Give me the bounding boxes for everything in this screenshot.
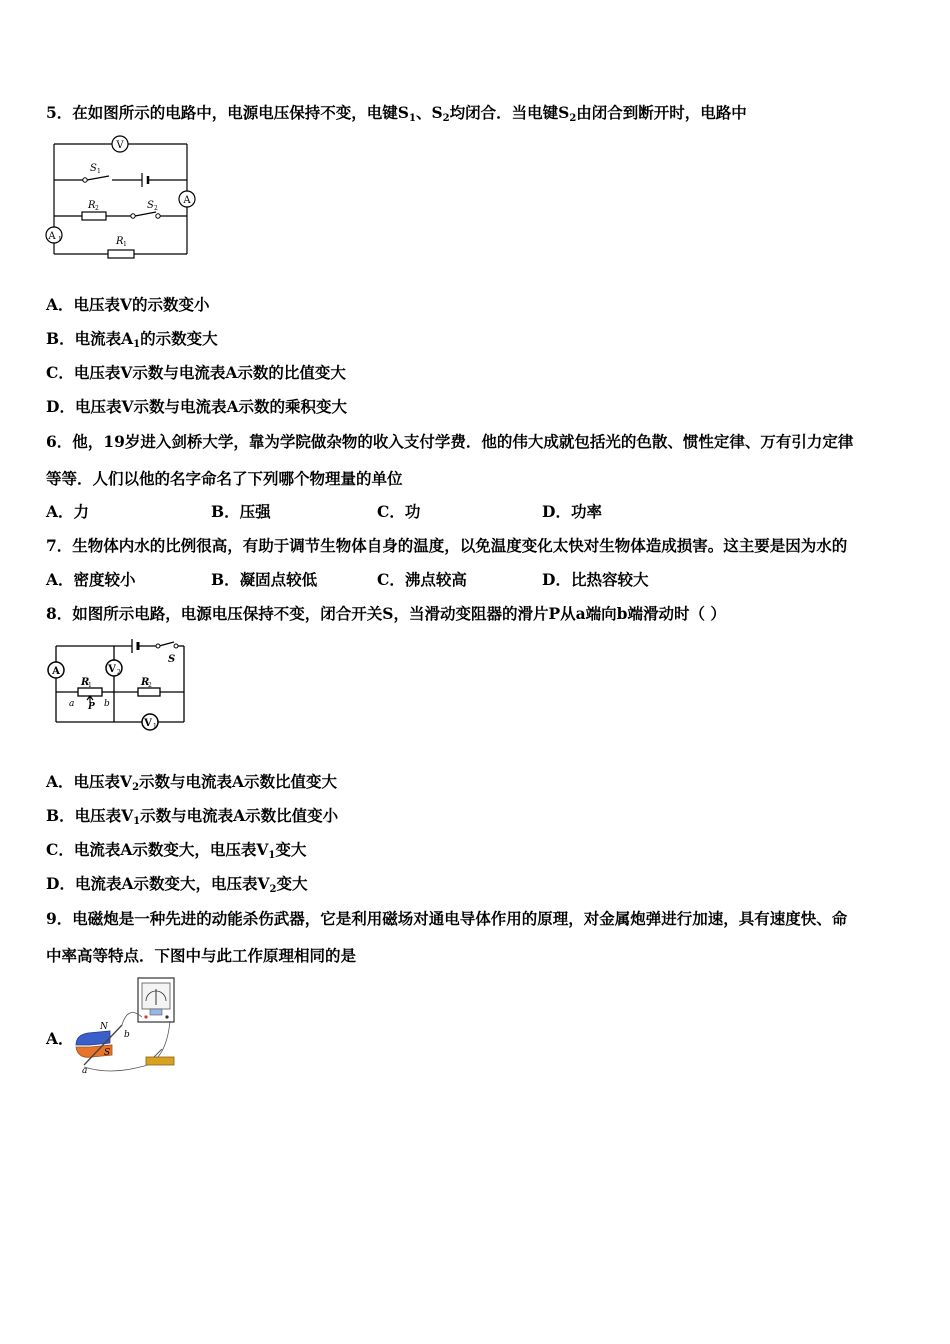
q8-option-c[interactable]: C．电流表A示数变大，电压表$V_1$变大 bbox=[46, 840, 307, 861]
q8-option-d[interactable]: D．电流表A示数变大，电压表$V_2$变大 bbox=[46, 874, 308, 895]
q8-option-a[interactable]: A．电压表$V_2$示数与电流表A示数比值变大 bbox=[46, 772, 338, 793]
q5-option-a[interactable]: A．电压表V的示数变小 bbox=[46, 295, 210, 314]
q6-option-a[interactable]: A．力 bbox=[46, 502, 90, 521]
q9-stem-line2: 中率高等特点．下图中与此工作原理相同的是 bbox=[46, 946, 357, 965]
q7-option-b[interactable]: B．凝固点较低 bbox=[211, 570, 318, 589]
q8-circuit-diagram bbox=[44, 636, 190, 736]
q5-option-c[interactable]: C．电压表V示数与电流表A示数的比值变大 bbox=[46, 363, 346, 382]
svg-text:2: 2 bbox=[95, 205, 99, 212]
q6-stem-line2: 等等．人们以他的名字命名了下列哪个物理量的单位 bbox=[46, 469, 403, 488]
svg-text:V: V bbox=[108, 664, 116, 675]
q5-stem: 5．在如图所示的电路中，电源电压保持不变，电键$S_1$、$S_2$均闭合．当电键$S_2$由闭合到断开时，电路中 bbox=[46, 103, 747, 124]
q9-option-a-figure[interactable] bbox=[70, 975, 190, 1075]
svg-text:S: S bbox=[104, 1048, 111, 1058]
svg-text:b: b bbox=[104, 699, 110, 709]
svg-text:N: N bbox=[100, 1022, 108, 1032]
svg-text:V: V bbox=[144, 718, 152, 729]
q7-stem: 7．生物体内水的比例很高，有助于调节生物体自身的温度，以免温度变化太快对生物体造成损害。这主要是因为水的 bbox=[46, 536, 848, 555]
svg-text:a: a bbox=[82, 1066, 88, 1075]
q5-circuit-diagram bbox=[44, 130, 200, 262]
svg-text:A: A bbox=[48, 231, 56, 242]
svg-text:S: S bbox=[90, 163, 97, 174]
svg-text:a: a bbox=[69, 699, 75, 709]
q7-option-c[interactable]: C．沸点较高 bbox=[377, 570, 467, 589]
svg-text:1: 1 bbox=[153, 723, 157, 730]
q9-option-a-label[interactable]: A． bbox=[46, 1029, 74, 1048]
svg-text:S: S bbox=[147, 200, 154, 211]
svg-text:2: 2 bbox=[117, 669, 121, 676]
svg-text:R: R bbox=[116, 236, 124, 247]
svg-text:1: 1 bbox=[88, 682, 92, 689]
q5-option-d[interactable]: D．电压表V示数与电流表A示数的乘积变大 bbox=[46, 397, 347, 416]
svg-text:R: R bbox=[81, 677, 90, 688]
svg-text:P: P bbox=[88, 702, 95, 712]
svg-text:b: b bbox=[124, 1030, 130, 1040]
svg-text:A: A bbox=[183, 195, 191, 206]
svg-text:V: V bbox=[116, 140, 124, 151]
q5-option-b[interactable]: B．电流表$A_1$的示数变大 bbox=[46, 329, 218, 350]
svg-text:1: 1 bbox=[58, 236, 62, 243]
q8-option-b[interactable]: B．电压表$V_1$示数与电流表A示数比值变小 bbox=[46, 806, 339, 827]
q8-stem: 8．如图所示电路，电源电压保持不变，闭合开关S，当滑动变阻器的滑片P从a端向b端滑动时（ ） bbox=[46, 604, 726, 623]
q7-option-a[interactable]: A．密度较小 bbox=[46, 570, 136, 589]
q6-option-b[interactable]: B．压强 bbox=[211, 502, 271, 521]
switch-icon bbox=[146, 1057, 174, 1065]
svg-text:R: R bbox=[88, 200, 96, 211]
q6-option-c[interactable]: C．功 bbox=[377, 502, 421, 521]
svg-text:A: A bbox=[52, 666, 60, 677]
svg-text:1: 1 bbox=[97, 168, 101, 175]
q6-stem-line1: 6．他，19岁进入剑桥大学，靠为学院做杂物的收入支付学费．他的伟大成就包括光的色散、惯性定律、万有引力定律 bbox=[46, 432, 854, 451]
q7-option-d[interactable]: D．比热容较大 bbox=[542, 570, 649, 589]
svg-text:S: S bbox=[168, 654, 176, 665]
svg-text:2: 2 bbox=[154, 205, 158, 212]
q6-option-d[interactable]: D．功率 bbox=[542, 502, 602, 521]
svg-text:2: 2 bbox=[148, 682, 152, 689]
svg-text:1: 1 bbox=[123, 241, 127, 248]
q9-stem-line1: 9．电磁炮是一种先进的动能杀伤武器，它是利用磁场对通电导体作用的原理，对金属炮弹进行加速，具有速度快、命 bbox=[46, 909, 848, 928]
svg-text:R: R bbox=[141, 677, 150, 688]
